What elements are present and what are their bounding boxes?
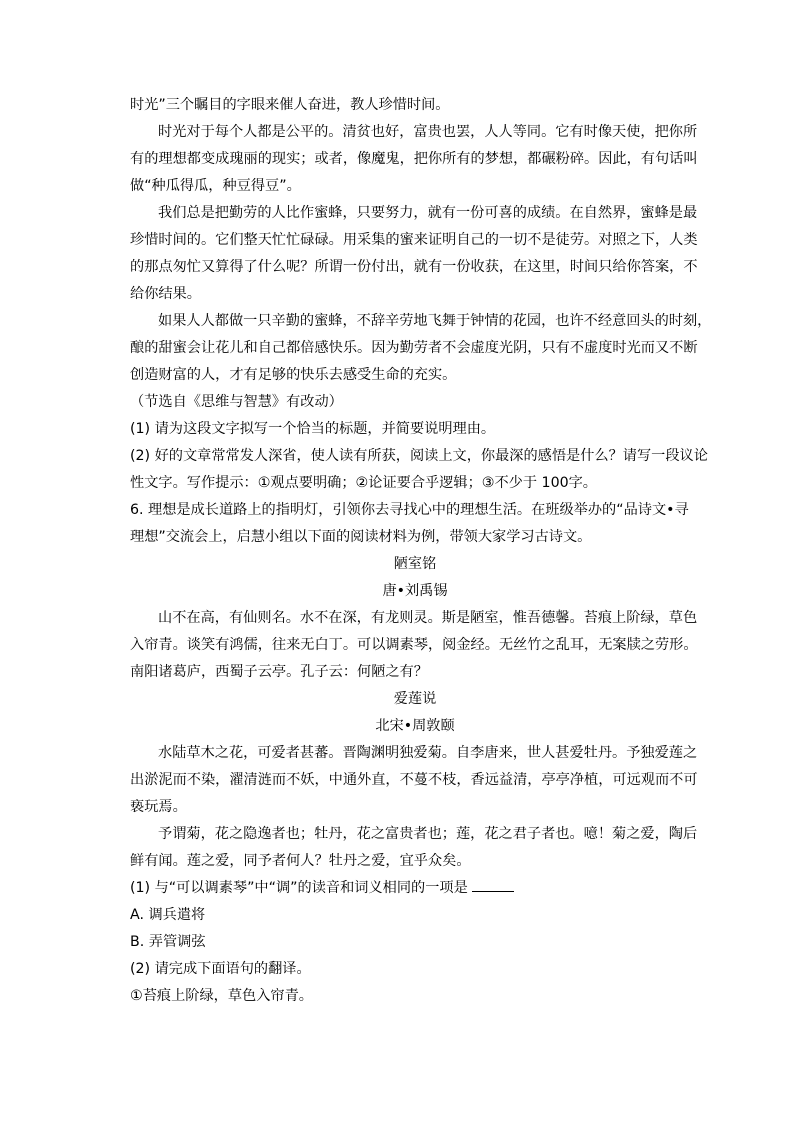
poem-line: 入帘青。谈笑有鸿儒，往来无白丁。可以调素琴，阅金经。无丝竹之乱耳，无案牍之劳形。 [130, 637, 698, 653]
essay-line: 有的理想都变成瑰丽的现实；或者，像魔鬼，把你所有的梦想，都碾粉碎。因此，有句话叫 [130, 151, 698, 167]
essay-line: 做“种瓜得瓜，种豆得豆”。 [130, 178, 301, 194]
poem-line: 亵玩焉。 [130, 799, 187, 815]
document-page [130, 92, 712, 1010]
option-a: A. 调兵遣将 [130, 907, 206, 923]
sub-question-2-item: ①苔痕上阶绿，草色入帘青。 [130, 988, 313, 1004]
poem-line: 出淤泥而不染，濯清涟而不妖，中通外直，不蔓不枝，香远益清，亭亭净植，可远观而不可 [130, 772, 698, 788]
sub-question-1 [130, 875, 700, 902]
essay-question-2-cont: 性文字。写作提示：①观点要明确；②论证要合乎逻辑；③不少于 100字。 [130, 475, 597, 491]
sub-question-1-text: (1) 与“可以调素琴”中“调”的读音和词义相同的一项是 [130, 880, 468, 896]
essay-line: 酿的甜蜜会让花儿和自己都倍感快乐。因为勤劳者不会虚度光阴，只有不虚度时光而又不断 [130, 340, 698, 356]
essay-question-1: (1) 请为这段文字拟写一个恰当的标题，并简要说明理由。 [130, 421, 496, 437]
poem-author: 唐•刘禹锡 [382, 583, 448, 599]
essay-line: 的那点匆忙又算得了什么呢？所谓一份付出，就有一份收获，在这里，时间只给你答案，不 [130, 259, 698, 275]
poem-title: 爱莲说 [393, 691, 437, 707]
essay-line: 珍惜时间的。它们整天忙忙碌碌。用采集的蜜来证明自己的一切不是徒劳。对照之下，人类 [130, 232, 698, 248]
poem-line: 鲜有闻。莲之爱，同予者何人？牡丹之爱，宜乎众矣。 [130, 853, 471, 869]
essay-line: 时光对于每个人都是公平的。清贫也好，富贵也罢，人人等同。它有时像天使，把你所 [158, 124, 698, 140]
poem-line: 山不在高，有仙则名。水不在深，有龙则灵。斯是陋室，惟吾德馨。苔痕上阶绿，草色 [158, 610, 698, 626]
essay-line: 我们总是把勤劳的人比作蜜蜂，只要努力，就有一份可喜的成绩。在自然界，蜜蜂是最 [158, 205, 698, 221]
essay-source: （节选自《思维与智慧》有改动） [130, 394, 343, 410]
essay-line: 时光”三个瞩目的字眼来催人奋进，教人珍惜时间。 [130, 97, 450, 113]
question-6-intro: 6. 理想是成长道路上的指明灯，引领你去寻找心中的理想生活。在班级举办的“品诗文•寻 [130, 502, 689, 518]
essay-line: 如果人人都做一只辛勤的蜜蜂，不辞辛劳地飞舞于钟情的花园，也许不经意回头的时刻， [158, 313, 712, 329]
poem-line: 予谓菊，花之隐逸者也；牡丹，花之富贵者也；莲，花之君子者也。噫！菊之爱，陶后 [158, 826, 698, 842]
poem-line: 水陆草木之花，可爱者甚蕃。晋陶渊明独爱菊。自李唐来，世人甚爱牡丹。予独爱莲之 [158, 745, 698, 761]
sub-question-2: (2) 请完成下面语句的翻译。 [130, 961, 311, 977]
option-b: B. 弄管调弦 [130, 934, 206, 950]
essay-line: 创造财富的人，才有足够的快乐去感受生命的充实。 [130, 367, 457, 383]
poem-author: 北宋•周敦颐 [375, 718, 455, 734]
answer-blank[interactable] [472, 877, 514, 892]
poem-line: 南阳诸葛庐，西蜀子云亭。孔子云：何陋之有？ [130, 664, 428, 680]
essay-question-2: (2) 好的文章常常发人深省，使人读有所获，阅读上文，你最深的感悟是什么？请写一段议论 [130, 448, 708, 464]
question-6-intro-cont: 理想”交流会上，启慧小组以下面的阅读材料为例，带领大家学习古诗文。 [130, 529, 592, 545]
essay-line: 给你结果。 [130, 286, 201, 302]
poem-title: 陋室铭 [393, 556, 437, 572]
